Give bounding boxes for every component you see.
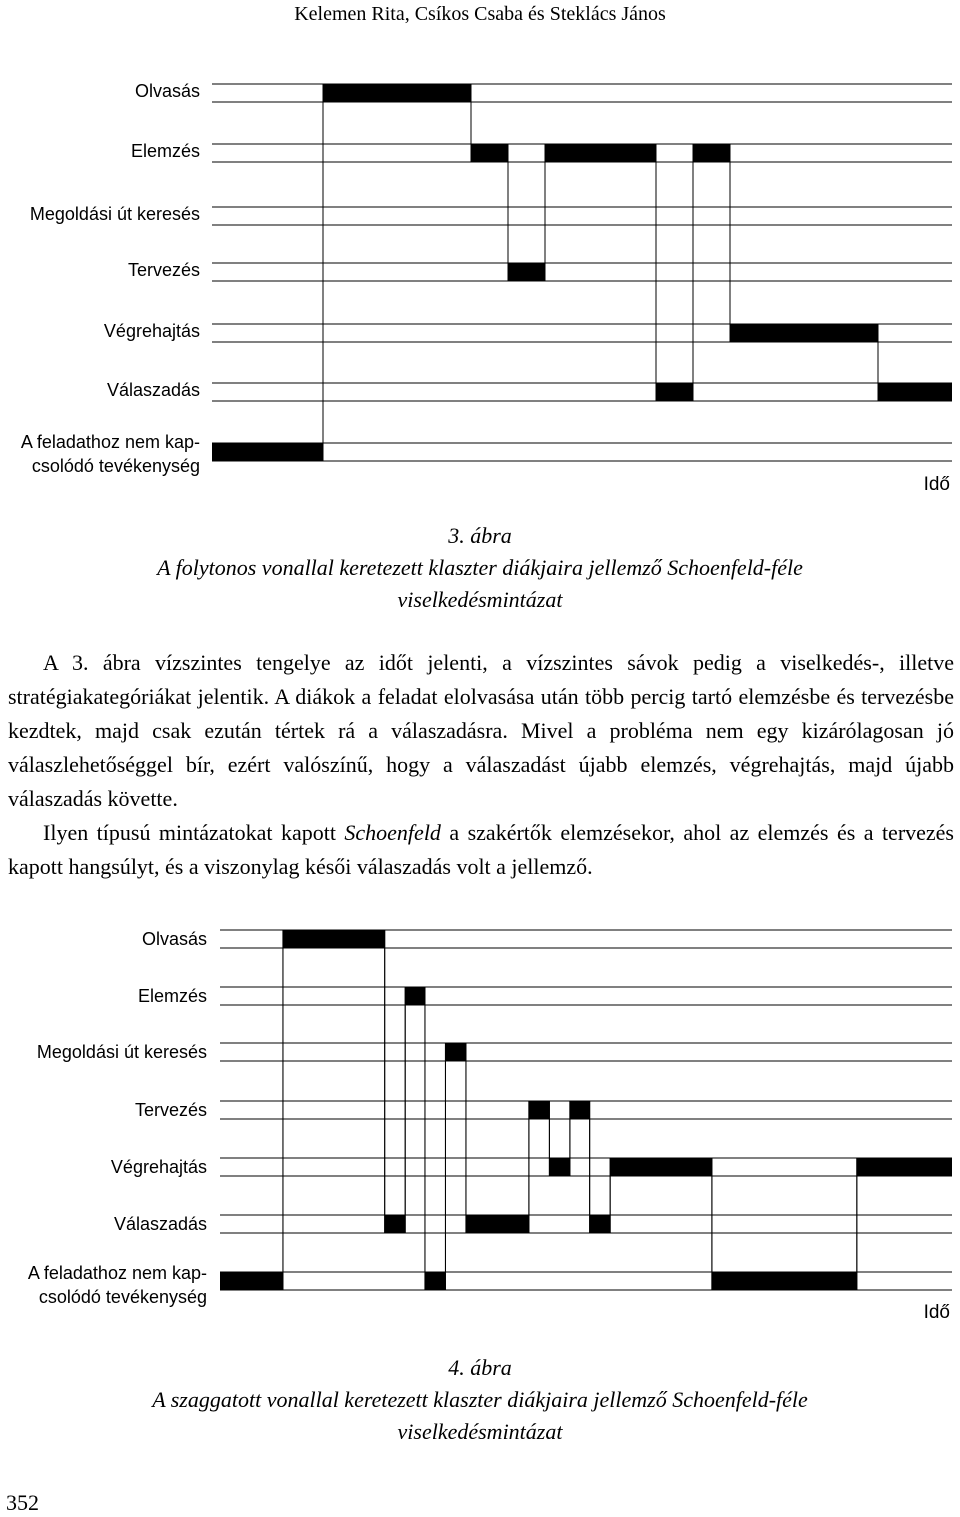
activity-bar [712,1272,857,1290]
activity-bar [425,1272,445,1290]
figure-4-caption-line-2: viselkedésmintázat [397,1419,563,1444]
activity-bar [212,443,323,461]
time-axis-label: Idő [923,474,950,495]
row-label: Válaszadás [113,1214,207,1234]
activity-bar [693,144,730,162]
row-label: A feladathoz nem kap-csolódó tevékenység [20,432,200,476]
activity-bar [549,1158,569,1176]
figure-3-number: 3. ábra [448,523,512,548]
running-header: Kelemen Rita, Csíkos Csaba és Steklács János [294,3,666,25]
paragraph-2 [8,816,954,884]
page-number: 352 [6,1490,39,1515]
row-label: Olvasás [134,81,200,101]
activity-bar [283,930,385,948]
figure-3-caption-line-1: A folytonos vonallal keretezett klaszter diákjaira jellemző Schoenfeld-féle [157,555,803,580]
activity-bar [529,1101,549,1119]
figure-4-caption [0,1352,960,1448]
activity-bar [323,84,471,102]
activity-bar [878,383,952,401]
paragraph-2-end: a szakértők elemzésekor, ahol az elemzés és a tervezés kapott hangsúlyt, és a viszonylag késői válaszadás volt a jellemző. [8,820,954,879]
row-label: Elemzés [137,986,207,1006]
row-label: Megoldási út keresés [36,1042,207,1062]
paragraph-1: A 3. ábra vízszintes tengelye az időt jelenti, a vízszintes sávok pedig a viselkedés-, illetve stratégiakategóriákat jelentik. A diákok a feladat elolvasása után több percig tartó elemzésbe és tervezésbe kezdtek, majd csak ezután tértek rá a válaszadásra. Mivel a probléma nem egy kizárólagosan jó válaszlehetőséggel bír, ezért valószínű, hogy a válaszadást újabb elemzés, végrehajtás, majd újabb válaszadás követte. [8,650,954,811]
row-label: Végrehajtás [110,1157,207,1177]
activity-bar [570,1101,590,1119]
row-label: Végrehajtás [103,321,200,341]
row-label: Olvasás [141,929,207,949]
time-axis-label: Idő [923,1302,950,1323]
activity-bar [508,263,545,281]
activity-bar [590,1215,610,1233]
figure-3-caption [0,520,960,616]
activity-bar [730,324,878,342]
figure-4-chart [0,915,960,1330]
author-name: Schoenfeld [344,820,441,845]
row-label: Tervezés [127,260,200,280]
row-label: Elemzés [130,141,200,161]
activity-bar [545,144,656,162]
paragraph-2-start: Ilyen típusú mintázatokat kapott [43,820,345,845]
activity-bar [466,1215,529,1233]
figure-4-caption-line-1: A szaggatott vonallal keretezett klaszter diákjaira jellemző Schoenfeld-féle [152,1387,808,1412]
activity-bar [471,144,508,162]
activity-bar [445,1043,465,1061]
activity-bar [385,1215,405,1233]
row-label: Válaszadás [106,380,200,400]
activity-bar [610,1158,712,1176]
row-label: Tervezés [134,1100,207,1120]
row-label: Megoldási út keresés [29,204,200,224]
row-label: A feladathoz nem kap-csolódó tevékenység [27,1263,207,1307]
figure-3-chart [0,60,960,500]
figure-3-caption-line-2: viselkedésmintázat [397,587,563,612]
body-text [8,646,954,884]
activity-bar [220,1272,283,1290]
activity-bar [405,987,425,1005]
activity-bar [656,383,693,401]
activity-bar [857,1158,952,1176]
figure-4-number: 4. ábra [448,1355,512,1380]
